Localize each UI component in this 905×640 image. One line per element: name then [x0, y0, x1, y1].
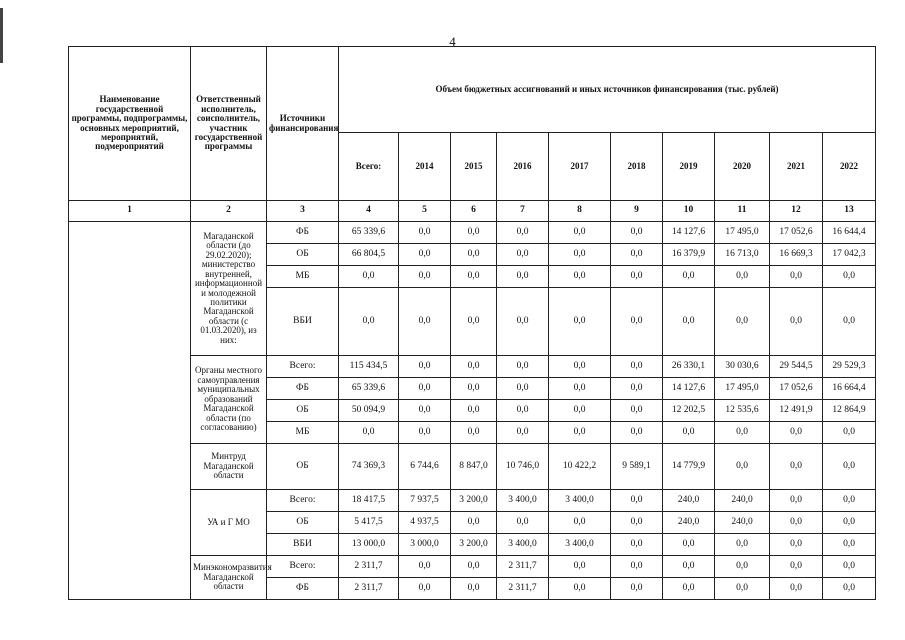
- year-value-cell: 2 311,7: [497, 578, 549, 600]
- year-value-cell: 0,0: [549, 222, 611, 244]
- year-value-cell: 0,0: [611, 422, 663, 444]
- year-value-cell: 0,0: [399, 378, 451, 400]
- header-year: 2014: [399, 133, 451, 201]
- year-value-cell: 3 200,0: [451, 534, 497, 556]
- executor-cell: Органы местного самоуправления муниципальных образований Магаданской области (по согласованию): [191, 356, 267, 444]
- column-index: 5: [399, 201, 451, 222]
- year-value-cell: 0,0: [611, 534, 663, 556]
- year-value-cell: 12 202,5: [663, 400, 715, 422]
- year-value-cell: 0,0: [549, 378, 611, 400]
- header-total: Всего:: [339, 133, 399, 201]
- year-value-cell: 9 589,1: [611, 444, 663, 490]
- year-value-cell: 0,0: [823, 422, 876, 444]
- total-value-cell: 5 417,5: [339, 512, 399, 534]
- budget-table: [68, 46, 876, 600]
- year-value-cell: 0,0: [715, 422, 770, 444]
- year-value-cell: 0,0: [451, 578, 497, 600]
- total-value-cell: 0,0: [339, 422, 399, 444]
- year-value-cell: 0,0: [715, 444, 770, 490]
- year-value-cell: 0,0: [715, 288, 770, 356]
- year-value-cell: 0,0: [549, 356, 611, 378]
- year-value-cell: 0,0: [715, 534, 770, 556]
- year-value-cell: 12 491,9: [770, 400, 823, 422]
- year-value-cell: 3 000,0: [399, 534, 451, 556]
- year-value-cell: 0,0: [770, 444, 823, 490]
- column-index: 4: [339, 201, 399, 222]
- year-value-cell: 0,0: [451, 288, 497, 356]
- year-value-cell: 0,0: [451, 378, 497, 400]
- header-year: 2020: [715, 133, 770, 201]
- year-value-cell: 240,0: [663, 512, 715, 534]
- year-value-cell: 29 529,3: [823, 356, 876, 378]
- year-value-cell: 0,0: [549, 400, 611, 422]
- year-value-cell: 29 544,5: [770, 356, 823, 378]
- year-value-cell: 16 644,4: [823, 222, 876, 244]
- source-cell: ФБ: [267, 378, 339, 400]
- total-value-cell: 50 094,9: [339, 400, 399, 422]
- year-value-cell: 12 864,9: [823, 400, 876, 422]
- column-index-row: [69, 201, 876, 222]
- table-row: [69, 444, 876, 490]
- header-year: 2022: [823, 133, 876, 201]
- year-value-cell: 26 330,1: [663, 356, 715, 378]
- year-value-cell: 0,0: [399, 356, 451, 378]
- year-value-cell: 0,0: [823, 512, 876, 534]
- year-value-cell: 0,0: [611, 288, 663, 356]
- year-value-cell: 16 379,9: [663, 244, 715, 266]
- year-value-cell: 0,0: [399, 222, 451, 244]
- year-value-cell: 0,0: [823, 556, 876, 578]
- year-value-cell: 0,0: [497, 378, 549, 400]
- year-value-cell: 0,0: [611, 356, 663, 378]
- year-value-cell: 0,0: [497, 222, 549, 244]
- table-row: [69, 356, 876, 378]
- year-value-cell: 0,0: [497, 422, 549, 444]
- header-year: 2017: [549, 133, 611, 201]
- year-value-cell: 0,0: [770, 490, 823, 512]
- year-value-cell: 6 744,6: [399, 444, 451, 490]
- year-value-cell: 0,0: [611, 222, 663, 244]
- source-cell: Всего:: [267, 490, 339, 512]
- year-value-cell: 17 052,6: [770, 222, 823, 244]
- year-value-cell: 14 779,9: [663, 444, 715, 490]
- year-value-cell: 0,0: [823, 534, 876, 556]
- year-value-cell: 0,0: [611, 556, 663, 578]
- year-value-cell: 0,0: [611, 578, 663, 600]
- year-value-cell: 0,0: [823, 490, 876, 512]
- year-value-cell: 0,0: [823, 578, 876, 600]
- year-value-cell: 14 127,6: [663, 222, 715, 244]
- year-value-cell: 0,0: [770, 422, 823, 444]
- year-value-cell: 0,0: [770, 266, 823, 288]
- year-value-cell: 0,0: [715, 578, 770, 600]
- source-cell: МБ: [267, 422, 339, 444]
- year-value-cell: 0,0: [823, 288, 876, 356]
- year-value-cell: 0,0: [399, 422, 451, 444]
- year-value-cell: 3 400,0: [497, 490, 549, 512]
- page-number: 4: [449, 34, 456, 49]
- year-value-cell: 0,0: [549, 244, 611, 266]
- year-value-cell: 0,0: [549, 556, 611, 578]
- year-value-cell: 0,0: [611, 266, 663, 288]
- table-body: [69, 222, 876, 600]
- year-value-cell: 3 400,0: [549, 534, 611, 556]
- year-value-cell: 3 200,0: [451, 490, 497, 512]
- header-year: 2021: [770, 133, 823, 201]
- executor-cell: Минэкономразвития Магаданской области: [191, 556, 267, 600]
- year-value-cell: 14 127,6: [663, 378, 715, 400]
- year-value-cell: 16 664,4: [823, 378, 876, 400]
- year-value-cell: 0,0: [451, 422, 497, 444]
- year-value-cell: 240,0: [715, 512, 770, 534]
- year-value-cell: 3 400,0: [549, 490, 611, 512]
- source-cell: Всего:: [267, 356, 339, 378]
- year-value-cell: 0,0: [770, 288, 823, 356]
- year-value-cell: 0,0: [549, 288, 611, 356]
- year-value-cell: 0,0: [770, 556, 823, 578]
- column-index: 2: [191, 201, 267, 222]
- year-value-cell: 0,0: [611, 244, 663, 266]
- total-value-cell: 2 311,7: [339, 556, 399, 578]
- column-index: 12: [770, 201, 823, 222]
- year-value-cell: 0,0: [497, 288, 549, 356]
- year-value-cell: 0,0: [549, 422, 611, 444]
- column-index: 6: [451, 201, 497, 222]
- year-value-cell: 0,0: [451, 356, 497, 378]
- total-value-cell: 0,0: [339, 266, 399, 288]
- year-value-cell: 16 669,3: [770, 244, 823, 266]
- year-value-cell: 0,0: [497, 356, 549, 378]
- header-executor: Ответственный исполнитель, соисполнитель, участник государственной программы: [191, 47, 267, 201]
- year-value-cell: 30 030,6: [715, 356, 770, 378]
- year-value-cell: 0,0: [549, 578, 611, 600]
- column-index: 7: [497, 201, 549, 222]
- year-value-cell: 0,0: [823, 444, 876, 490]
- year-value-cell: 0,0: [770, 578, 823, 600]
- year-value-cell: 0,0: [399, 288, 451, 356]
- year-value-cell: 10 746,0: [497, 444, 549, 490]
- year-value-cell: 17 052,6: [770, 378, 823, 400]
- year-value-cell: 0,0: [451, 556, 497, 578]
- year-value-cell: 0,0: [611, 490, 663, 512]
- year-value-cell: 0,0: [399, 244, 451, 266]
- year-value-cell: 17 495,0: [715, 378, 770, 400]
- year-value-cell: 4 937,5: [399, 512, 451, 534]
- year-value-cell: 0,0: [497, 400, 549, 422]
- total-value-cell: 74 369,3: [339, 444, 399, 490]
- year-value-cell: 17 042,3: [823, 244, 876, 266]
- source-cell: ОБ: [267, 400, 339, 422]
- year-value-cell: 0,0: [549, 512, 611, 534]
- year-value-cell: 0,0: [451, 266, 497, 288]
- year-value-cell: 240,0: [663, 490, 715, 512]
- total-value-cell: 66 804,5: [339, 244, 399, 266]
- total-value-cell: 18 417,5: [339, 490, 399, 512]
- header-source: Источники финансирования: [267, 47, 339, 201]
- year-value-cell: 2 311,7: [497, 556, 549, 578]
- header-year: 2019: [663, 133, 715, 201]
- year-value-cell: 0,0: [399, 556, 451, 578]
- year-value-cell: 0,0: [663, 266, 715, 288]
- column-index: 10: [663, 201, 715, 222]
- total-value-cell: 65 339,6: [339, 378, 399, 400]
- year-value-cell: 0,0: [451, 512, 497, 534]
- year-value-cell: 10 422,2: [549, 444, 611, 490]
- year-value-cell: 12 535,6: [715, 400, 770, 422]
- year-value-cell: 0,0: [770, 512, 823, 534]
- source-cell: МБ: [267, 266, 339, 288]
- header-year: 2018: [611, 133, 663, 201]
- year-value-cell: 0,0: [611, 512, 663, 534]
- table-row: [69, 490, 876, 512]
- source-cell: ВБИ: [267, 288, 339, 356]
- year-value-cell: 0,0: [399, 266, 451, 288]
- year-value-cell: 3 400,0: [497, 534, 549, 556]
- year-value-cell: 16 713,0: [715, 244, 770, 266]
- column-index: 9: [611, 201, 663, 222]
- source-cell: ФБ: [267, 578, 339, 600]
- year-value-cell: 0,0: [451, 222, 497, 244]
- total-value-cell: 0,0: [339, 288, 399, 356]
- program-name-cell: [69, 222, 191, 600]
- year-value-cell: 0,0: [399, 578, 451, 600]
- executor-cell: УА и Г МО: [191, 490, 267, 556]
- table-row: [69, 556, 876, 578]
- column-index: 3: [267, 201, 339, 222]
- year-value-cell: 240,0: [715, 490, 770, 512]
- year-value-cell: 7 937,5: [399, 490, 451, 512]
- column-index: 1: [69, 201, 191, 222]
- header-year: 2015: [451, 133, 497, 201]
- year-value-cell: 0,0: [663, 578, 715, 600]
- year-value-cell: 0,0: [611, 378, 663, 400]
- source-cell: ВБИ: [267, 534, 339, 556]
- year-value-cell: 0,0: [770, 534, 823, 556]
- header-year: 2016: [497, 133, 549, 201]
- total-value-cell: 2 311,7: [339, 578, 399, 600]
- header-name: Наименование государственной программы, подпрограммы, основных мероприятий, мероприятий, подмероприятий: [69, 47, 191, 201]
- column-index: 8: [549, 201, 611, 222]
- source-cell: ОБ: [267, 244, 339, 266]
- year-value-cell: 0,0: [611, 400, 663, 422]
- total-value-cell: 65 339,6: [339, 222, 399, 244]
- year-value-cell: 0,0: [823, 266, 876, 288]
- year-value-cell: 0,0: [663, 556, 715, 578]
- year-value-cell: 0,0: [549, 266, 611, 288]
- year-value-cell: 0,0: [497, 244, 549, 266]
- source-cell: Всего:: [267, 556, 339, 578]
- header-volume: Объем бюджетных ассигнований и иных источников финансирования (тыс. рублей): [339, 47, 876, 133]
- table-row: [69, 222, 876, 244]
- year-value-cell: 0,0: [715, 266, 770, 288]
- year-value-cell: 0,0: [663, 422, 715, 444]
- total-value-cell: 115 434,5: [339, 356, 399, 378]
- year-value-cell: 8 847,0: [451, 444, 497, 490]
- year-value-cell: 0,0: [497, 266, 549, 288]
- year-value-cell: 17 495,0: [715, 222, 770, 244]
- year-value-cell: 0,0: [715, 556, 770, 578]
- source-cell: ОБ: [267, 444, 339, 490]
- executor-cell: Магаданской области (до 29.02.2020); министерство внутренней, информационной и молодежной политики Магаданской области (с 01.03.2020), из них:: [191, 222, 267, 356]
- year-value-cell: 0,0: [663, 288, 715, 356]
- source-cell: ФБ: [267, 222, 339, 244]
- column-index: 13: [823, 201, 876, 222]
- executor-cell: Минтруд Магаданской области: [191, 444, 267, 490]
- source-cell: ОБ: [267, 512, 339, 534]
- year-value-cell: 0,0: [451, 400, 497, 422]
- year-value-cell: 0,0: [663, 534, 715, 556]
- total-value-cell: 13 000,0: [339, 534, 399, 556]
- year-value-cell: 0,0: [399, 400, 451, 422]
- year-value-cell: 0,0: [451, 244, 497, 266]
- column-index: 11: [715, 201, 770, 222]
- year-value-cell: 0,0: [497, 512, 549, 534]
